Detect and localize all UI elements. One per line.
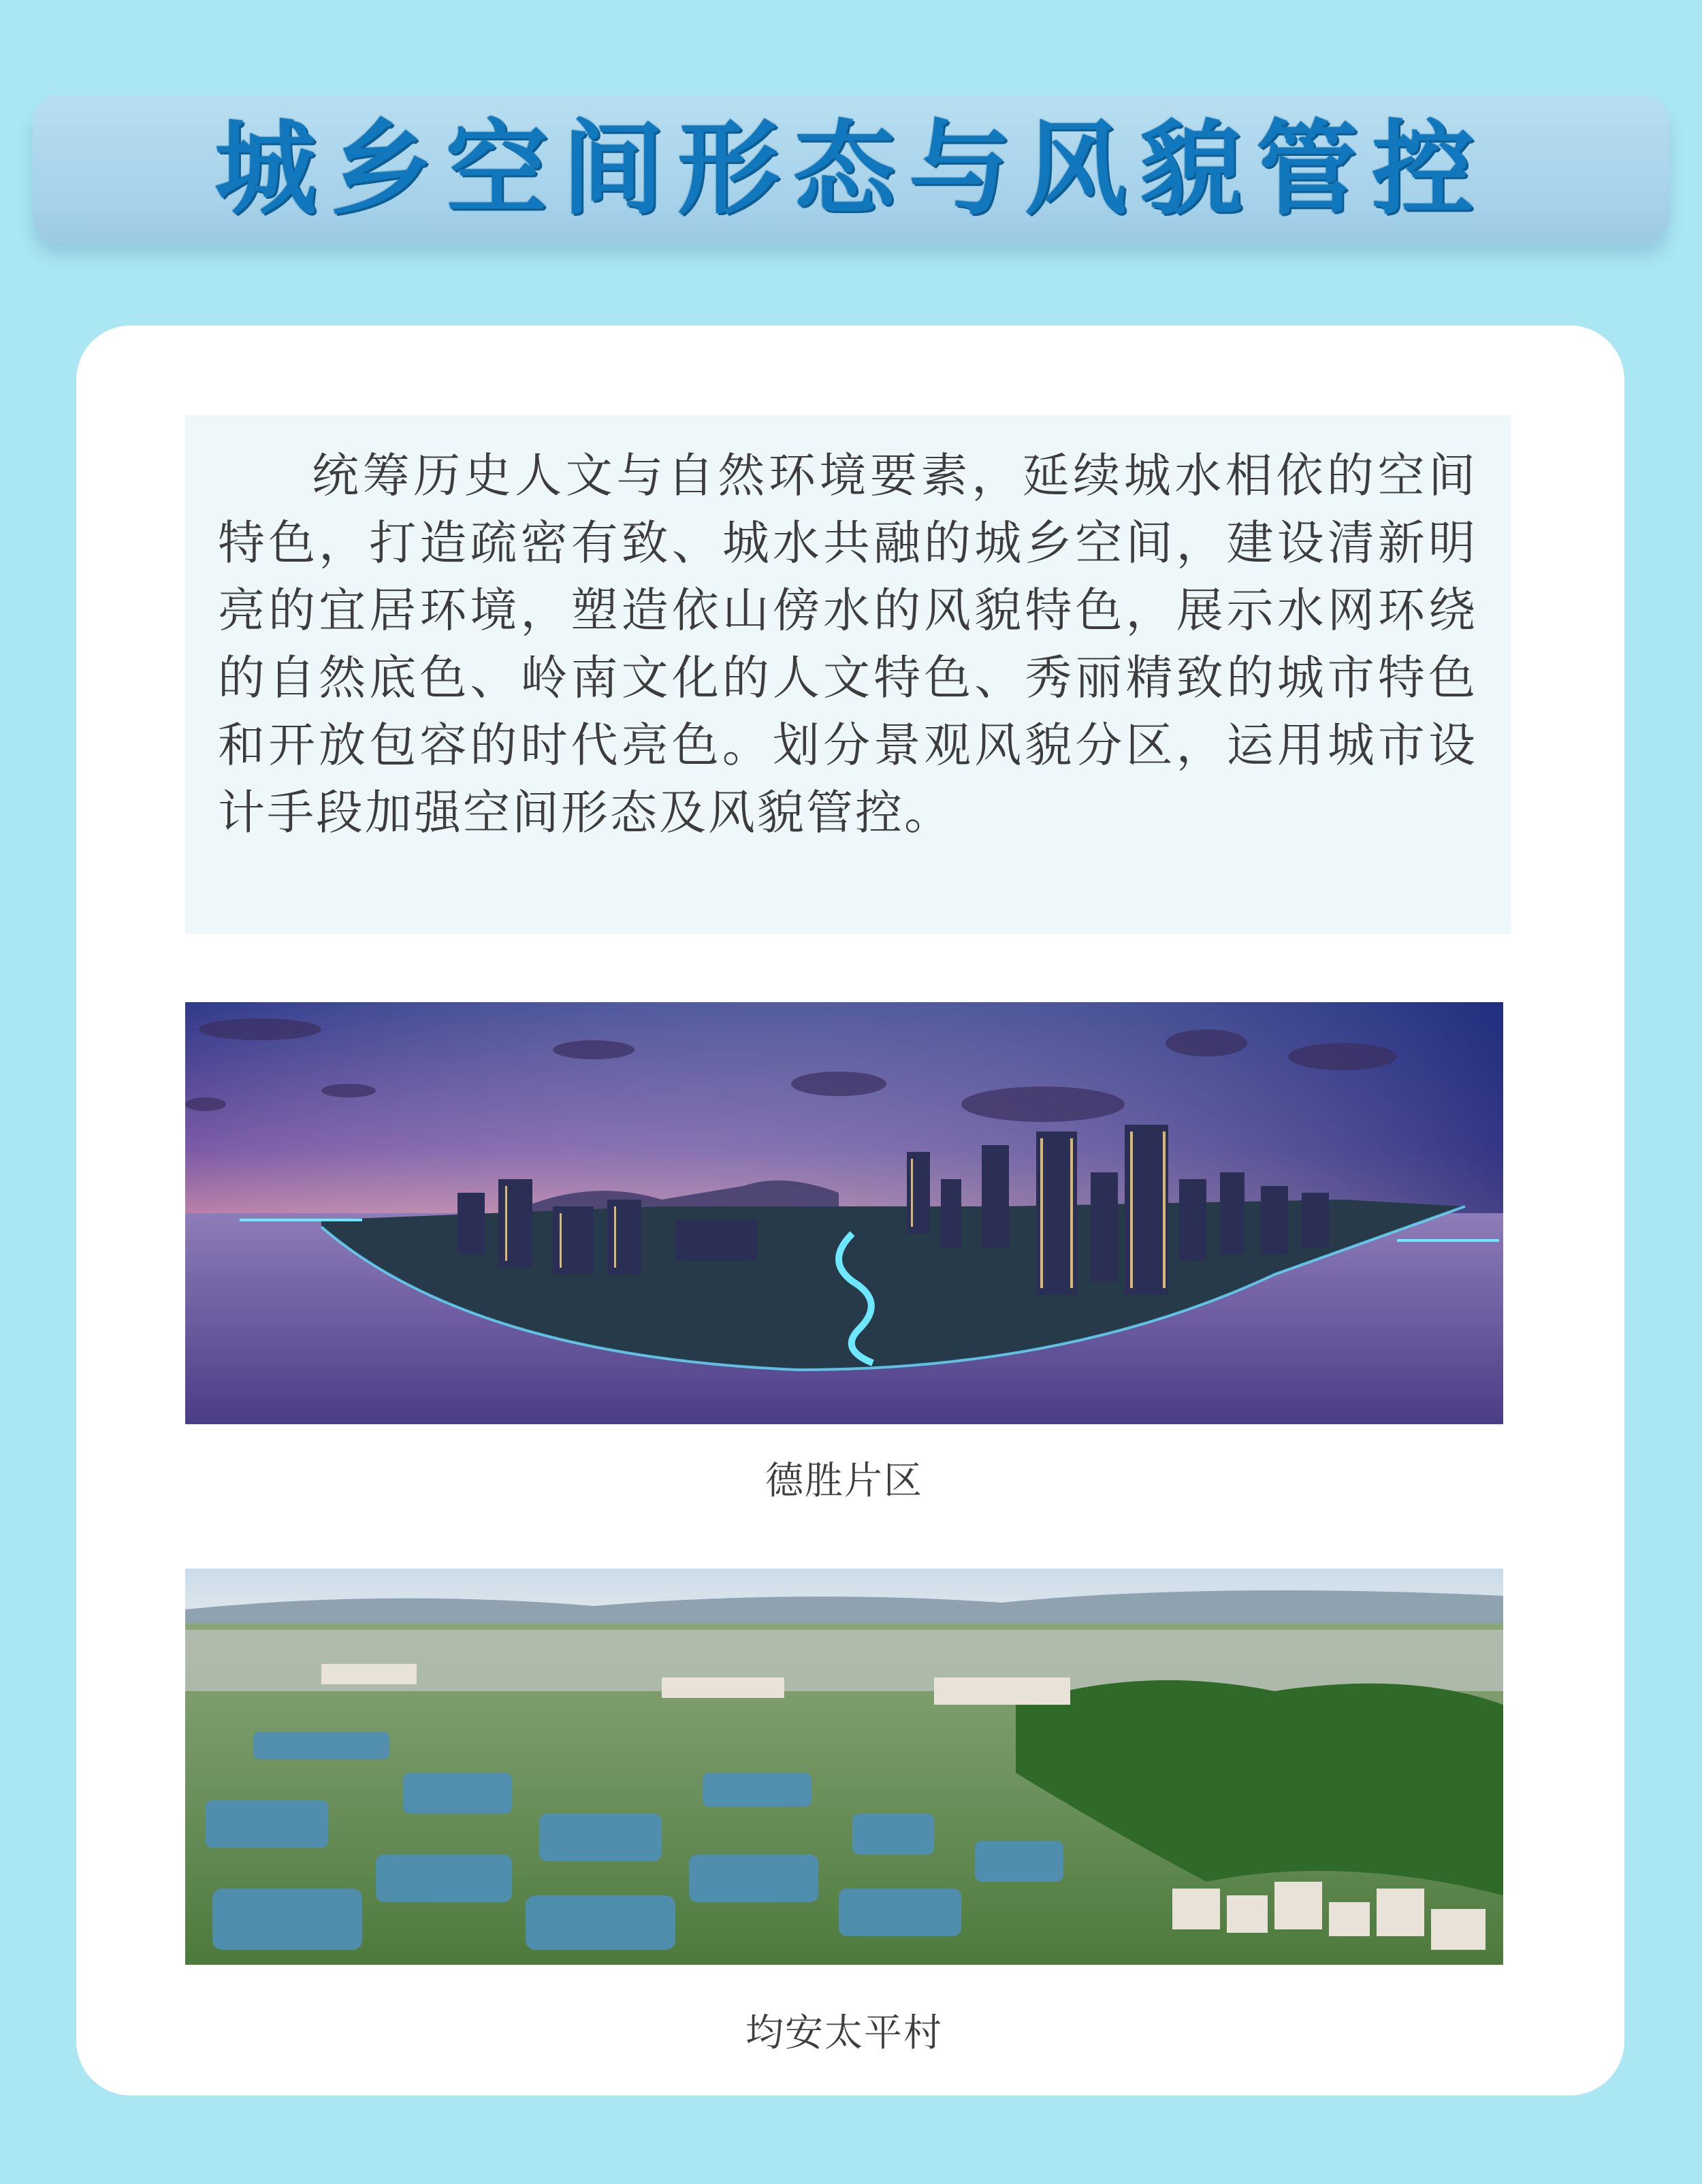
content-card (76, 325, 1624, 2095)
photo-jun-an-taiping-village (185, 1569, 1503, 1965)
photo-caption: 均安太平村 (745, 2011, 943, 2055)
page-title: 城乡空间形态与风貌管控 (214, 110, 1488, 229)
night-city-image (185, 1002, 1503, 1424)
intro-box (185, 415, 1511, 934)
title-banner (33, 95, 1669, 244)
photo-caption: 德胜片区 (765, 1459, 923, 1503)
photo-desheng-district (185, 1002, 1503, 1424)
village-aerial-image (185, 1569, 1503, 1965)
intro-paragraph: 统筹历史人文与自然环境要素，延续城水相依的空间特色，打造疏密有致、城水共融的城乡空间，建设清新明亮的宜居环境，塑造依山傍水的风貌特色，展示水网环绕的自然底色、岭南文化的人文特色、秀丽精致的城市特色和开放包容的时代亮色。划分景观风貌分区，运用城市设计手段加强空间形态及风貌管控。 (218, 449, 1477, 840)
